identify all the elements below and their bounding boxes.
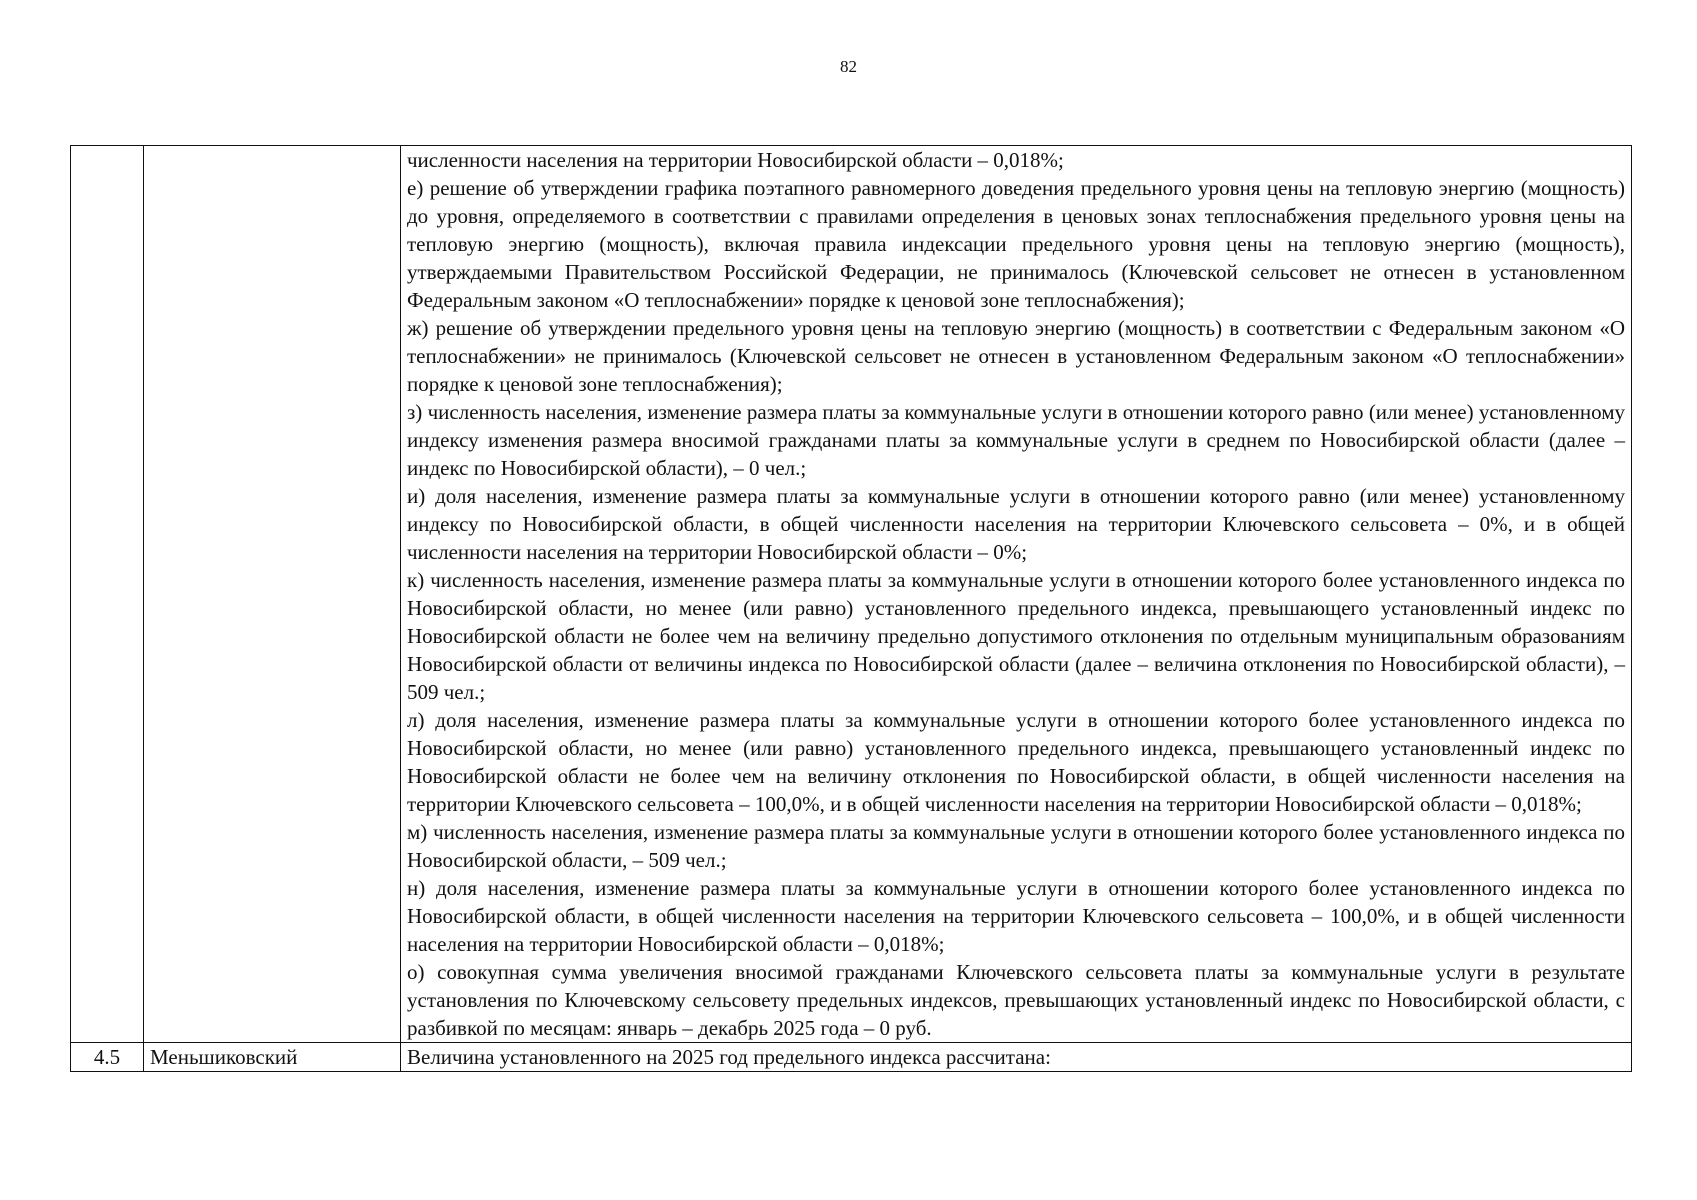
municipality-name-cell: Меньшиковский [144, 1043, 401, 1072]
paragraph-zh: ж) решение об утверждении предельного уровня цены на тепловую энергию (мощность) в соответствии с Федеральным законом «О теплоснабжении» не принималось (Ключевской сельсовет не отнесен в установленном Федеральным законом «О теплоснабжении» порядке к ценовой зоне теплоснабжения); [407, 316, 1625, 396]
paragraph: Величина установленного на 2025 год предельного индекса рассчитана: [407, 1045, 1051, 1069]
paragraph: численности населения на территории Новосибирской области – 0,018%; [407, 148, 1064, 172]
description-cell [401, 146, 1632, 1043]
row-number-cell [71, 146, 144, 1043]
paragraph-i: и) доля населения, изменение размера платы за коммунальные услуги в отношении которого равно (или менее) установленному индексу по Новосибирской области, в общей численности населения на территории Ключевского сельсовета – 0%, и в общей численности населения на территории Новосибирской области – 0%; [407, 484, 1625, 564]
table-row [71, 146, 1632, 1043]
paragraph-n: н) доля населения, изменение размера платы за коммунальные услуги в отношении которого более установленного индекса по Новосибирской области, в общей численности населения на территории Ключевского сельсовета – 100,0%, и в общей численности населения на территории Новосибирской области – 0,018%; [407, 876, 1625, 956]
page-number: 82 [840, 57, 857, 76]
paragraph-z: з) численность населения, изменение размера платы за коммунальные услуги в отношении которого равно (или менее) установленному индексу изменения размера вносимой гражданами платы за коммунальные услуги в среднем по Новосибирской области (далее – индекс по Новосибирской области), – 0 чел.; [407, 400, 1625, 480]
paragraph-o: о) совокупная сумма увеличения вносимой гражданами Ключевского сельсовета платы за коммунальные услуги в результате установления по Ключевскому сельсовету предельных индексов, превышающих установленный индекс по Новосибирской области, с разбивкой по месяцам: январь – декабрь 2025 года – 0 руб. [407, 960, 1625, 1040]
row-number-cell: 4.5 [71, 1043, 144, 1072]
paragraph-l: л) доля населения, изменение размера платы за коммунальные услуги в отношении которого более установленного индекса по Новосибирской области, но менее (или равно) установленного предельного индекса, превышающего установленный индекс по Новосибирской области не более чем на величину отклонения по Новосибирской области, в общей численности населения на территории Ключевского сельсовета – 100,0%, и в общей численности населения на территории Новосибирской области – 0,018%; [407, 708, 1625, 816]
description-cell [401, 1043, 1632, 1072]
municipality-name-cell [144, 146, 401, 1043]
paragraph-e: е) решение об утверждении графика поэтапного равномерного доведения предельного уровня цены на тепловую энергию (мощность) до уровня, определяемого в соответствии с правилами определения в ценовых зонах теплоснабжения предельного уровня цены на тепловую энергию (мощность), включая правила индексации предельного уровня цены на тепловую энергию (мощность), утверждаемыми Правительством Российской Федерации, не принималось (Ключевской сельсовет не отнесен в установленном Федеральным законом «О теплоснабжении» порядке к ценовой зоне теплоснабжения); [407, 176, 1625, 312]
paragraph-m: м) численность населения, изменение размера платы за коммунальные услуги в отношении которого более установленного индекса по Новосибирской области, – 509 чел.; [407, 820, 1625, 872]
paragraph-k: к) численность населения, изменение размера платы за коммунальные услуги в отношении которого более установленного индекса по Новосибирской области, но менее (или равно) установленного предельного индекса, превышающего установленный индекс по Новосибирской области не более чем на величину предельно допустимого отклонения по отдельным муниципальным образованиям Новосибирской области от величины индекса по Новосибирской области (далее – величина отклонения по Новосибирской области), – 509 чел.; [407, 568, 1625, 704]
table-row [71, 1043, 1632, 1072]
index-table [70, 145, 1632, 1072]
